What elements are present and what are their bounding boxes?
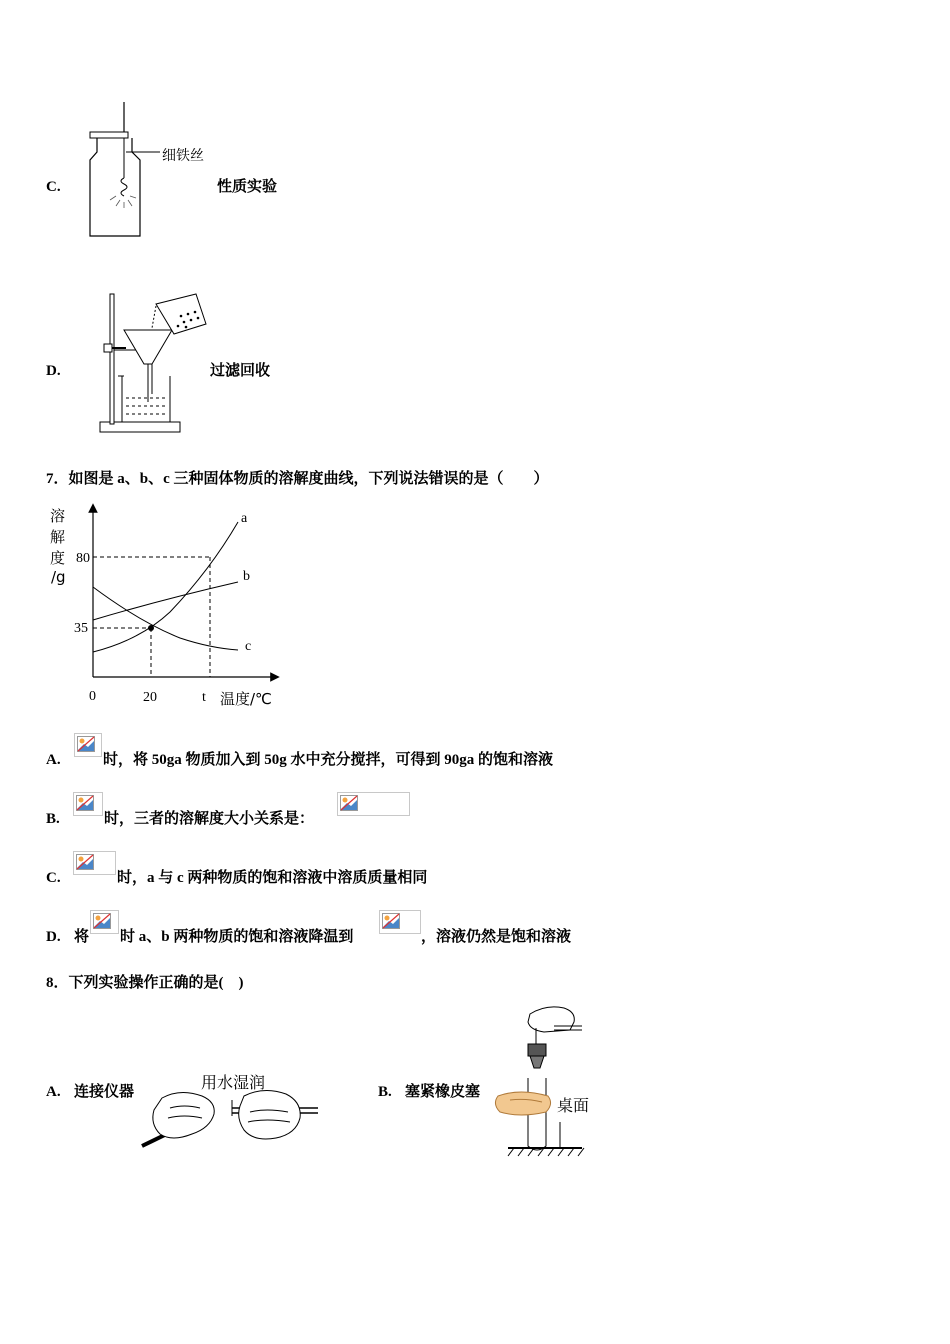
insert-stopper-figure xyxy=(490,1000,590,1160)
q7-option-c-label: C. xyxy=(46,870,61,886)
question-8-stem: 8．下列实验操作正确的是( ) xyxy=(46,975,244,991)
curve-c xyxy=(93,587,238,650)
solubility-chart xyxy=(60,500,290,715)
broken-image-placeholder xyxy=(90,910,119,934)
y-axis-label-char-2: 解 xyxy=(50,528,66,546)
q8-option-a-label: A. xyxy=(46,1084,61,1100)
broken-image-placeholder xyxy=(73,851,116,875)
q7-option-d-mid: 时 a、b 两种物质的饱和溶液降温到 xyxy=(120,929,354,945)
series-label-a: a xyxy=(241,511,248,526)
q8-option-a-text: 连接仪器 xyxy=(74,1084,135,1100)
q7-option-d-post: ，溶液仍然是饱和溶液 xyxy=(421,929,572,945)
q7-option-a-label: A. xyxy=(46,752,61,768)
series-label-c: c xyxy=(245,639,252,654)
y-axis-label-char-3: 度 xyxy=(50,549,66,567)
broken-image-placeholder xyxy=(337,792,410,816)
q8-option-b-text: 塞紧橡皮塞 xyxy=(405,1084,481,1100)
iron-wire-bottle-figure xyxy=(80,100,170,240)
q7-option-d-pre: 将 xyxy=(74,929,90,945)
image-icon xyxy=(93,913,111,929)
series-label-b: b xyxy=(243,569,250,584)
broken-image-placeholder xyxy=(379,910,421,934)
curve-b xyxy=(93,582,238,620)
iron-wire-label: 细铁丝 xyxy=(162,148,204,164)
option-d-caption: 过滤回收 xyxy=(210,363,271,379)
wet-with-water-label: 用水湿润 xyxy=(201,1073,266,1092)
q7-option-b-label: B. xyxy=(46,811,60,827)
y-tick-80: 80 xyxy=(76,551,90,566)
q7-option-d-label: D. xyxy=(46,929,61,945)
question-7-stem: 7．如图是 a、b、c 三种固体物质的溶解度曲线，下列说法错误的是（ ） xyxy=(46,471,549,487)
option-c-caption: 性质实验 xyxy=(217,179,278,195)
q7-option-b-text: 时，三者的溶解度大小关系是： xyxy=(104,811,315,827)
desktop-label: 桌面 xyxy=(557,1096,590,1115)
q7-option-a-text: 时，将 50ga 物质加入到 50g 水中充分搅拌，可得到 90ga 的饱和溶液 xyxy=(103,752,554,768)
x-axis-label: 温度/℃ xyxy=(220,690,272,708)
connect-instruments-figure xyxy=(140,1086,322,1152)
image-icon xyxy=(77,736,95,752)
q8-option-b-label: B. xyxy=(378,1084,392,1100)
x-tick-0: 0 xyxy=(89,689,96,704)
y-tick-35: 35 xyxy=(74,621,88,636)
y-axis-label-char-1: 溶 xyxy=(50,507,66,525)
image-icon xyxy=(76,795,94,811)
image-icon xyxy=(340,795,358,811)
option-c-label: C. xyxy=(46,179,61,195)
intersection-point xyxy=(148,625,154,631)
image-icon xyxy=(382,913,400,929)
broken-image-placeholder xyxy=(73,792,103,816)
x-tick-t: t xyxy=(202,690,206,705)
x-tick-20: 20 xyxy=(143,690,157,705)
option-d-label: D. xyxy=(46,363,61,379)
broken-image-placeholder xyxy=(74,733,102,757)
y-axis-label-char-4: /g xyxy=(51,568,66,586)
image-icon xyxy=(76,854,94,870)
filtration-apparatus-figure xyxy=(96,284,216,436)
q7-option-c-text: 时，a 与 c 两种物质的饱和溶液中溶质质量相同 xyxy=(117,870,428,886)
